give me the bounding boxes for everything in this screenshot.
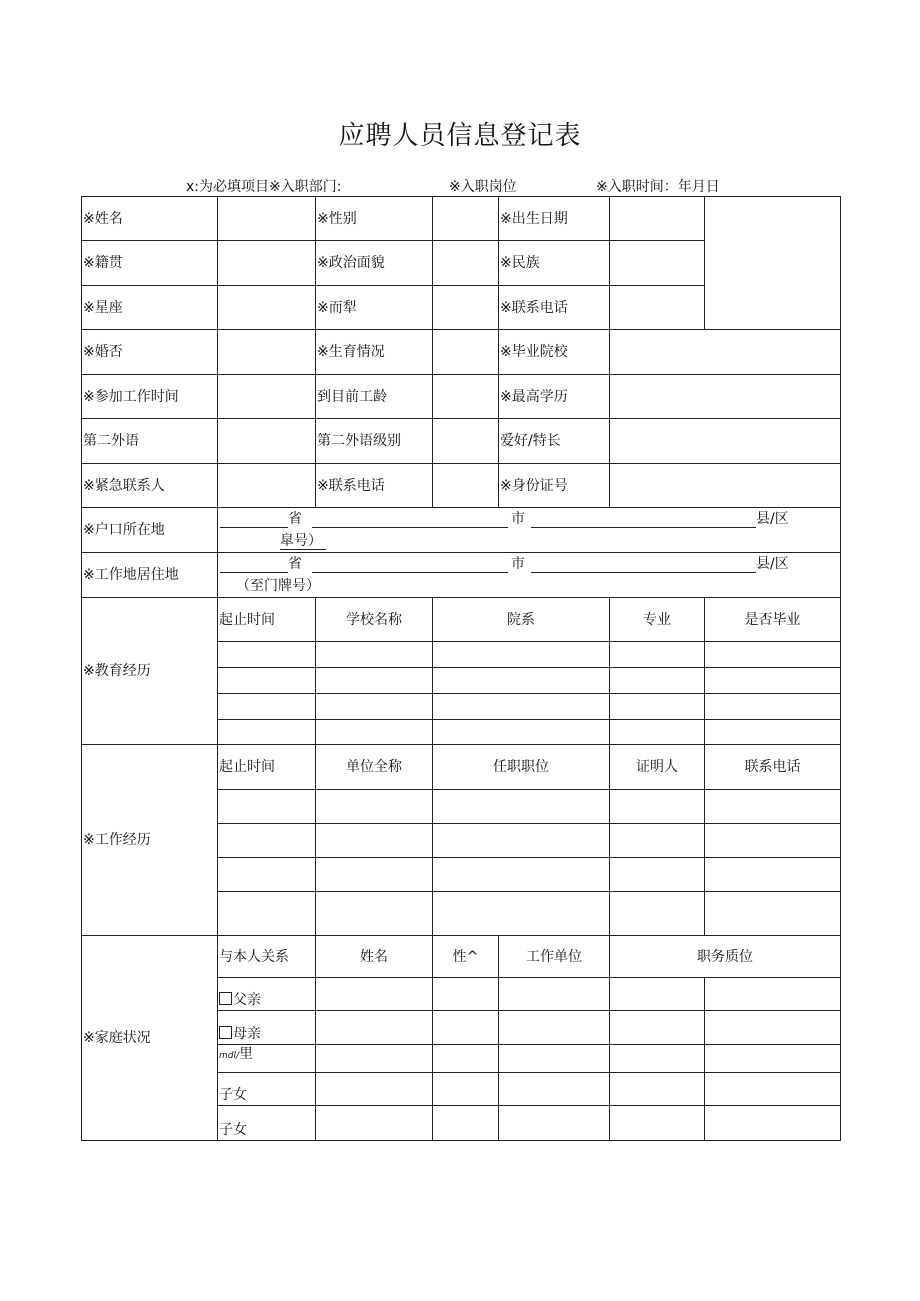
work-header-phone: 联系电话 [705,745,841,790]
family-cell[interactable] [610,1073,705,1106]
work-cell[interactable] [433,824,610,858]
native-place-label: ※籍贯 [82,241,218,286]
phone-label: ※联系电话 [499,286,610,330]
residence-city-label: 市 [511,556,525,572]
work-cell[interactable] [610,824,705,858]
seniority-label: 到目前工龄 [316,375,433,419]
edu-header-period: 起止时间 [218,598,316,642]
work-cell[interactable] [316,858,433,892]
edu-header-major: 专业 [610,598,705,642]
family-cell[interactable] [499,978,610,1011]
work-cell[interactable] [316,790,433,824]
degree-label: ※最高学历 [499,375,610,419]
work-start-label: ※参加工作时间 [82,375,218,419]
hukou-county-label: 县/区 [756,511,789,527]
second-language-label: 第二外语 [82,419,218,464]
birth-field[interactable] [610,197,705,241]
family-cell[interactable] [705,1073,841,1106]
mother-label: 母亲 [233,1026,261,1042]
family-cell[interactable] [433,1106,499,1141]
id-number-field[interactable] [610,464,841,508]
ethnicity-label: ※民族 [499,241,610,286]
family-cell[interactable] [316,978,433,1011]
edu-cell[interactable] [433,720,610,745]
edu-cell[interactable] [610,668,705,694]
family-label: ※家庭状况 [82,936,218,1141]
family-cell[interactable] [705,1106,841,1141]
education-label: ※教育经历 [82,598,218,745]
family-relation-child-2: 子女 [218,1106,316,1141]
name-label: ※姓名 [82,197,218,241]
edu-cell[interactable] [218,694,316,720]
native-place-field[interactable] [218,241,316,286]
work-cell[interactable] [705,858,841,892]
photo-box[interactable] [705,197,841,330]
phone-field[interactable] [610,286,705,330]
residence-county-label: 县/区 [756,556,789,572]
work-header-reference: 证明人 [610,745,705,790]
residence-address-field[interactable] [218,553,841,598]
language-level-field[interactable] [433,419,499,464]
edu-cell[interactable] [705,694,841,720]
residence-detail-label: （至门牌号） [236,578,320,594]
work-cell[interactable] [433,858,610,892]
family-cell[interactable] [610,1045,705,1073]
edu-cell[interactable] [316,720,433,745]
edu-cell[interactable] [705,720,841,745]
zodiac-field[interactable] [218,286,316,330]
hobby-field[interactable] [610,419,841,464]
family-cell[interactable] [433,1045,499,1073]
hukou-province-label: 省 [288,511,302,527]
hukou-address-field[interactable] [218,508,841,553]
hukou-detail-label: 皐号） [280,533,322,549]
edu-cell[interactable] [316,668,433,694]
father-label: 父亲 [233,992,261,1008]
edu-header-school: 学校名称 [316,598,433,642]
family-header-gender: 性^ [433,936,499,978]
work-cell[interactable] [705,892,841,936]
family-cell[interactable] [499,1045,610,1073]
family-cell[interactable] [316,1011,433,1045]
family-header-title: 职务质位 [610,936,841,978]
family-cell[interactable] [316,1073,433,1106]
form-title: 应聘人员信息登记表 [338,121,582,151]
family-cell[interactable] [610,1106,705,1141]
second-language-field[interactable] [218,419,316,464]
edu-cell[interactable] [218,642,316,668]
work-header-period: 起止时间 [218,745,316,790]
work-cell[interactable] [218,858,316,892]
family-cell[interactable] [433,978,499,1011]
spouse-label: 里 [239,1046,254,1062]
hukou-city-label: 市 [511,511,525,527]
edu-header-graduated: 是否毕业 [705,598,841,642]
children-label: ※生育情况 [316,330,433,375]
edu-cell[interactable] [705,642,841,668]
seniority-field[interactable] [433,375,499,419]
blood-type-field[interactable] [433,286,499,330]
work-cell[interactable] [218,892,316,936]
zodiac-label: ※星座 [82,286,218,330]
work-cell[interactable] [610,858,705,892]
required-note-department: x:为必填项目※入职部门: [186,179,342,195]
work-cell[interactable] [433,790,610,824]
family-cell[interactable] [499,1011,610,1045]
work-cell[interactable] [433,892,610,936]
work-experience-label: ※工作经历 [82,745,218,936]
school-label: ※毕业院校 [499,330,610,375]
family-cell[interactable] [499,1106,610,1141]
family-cell[interactable] [316,1045,433,1073]
ethnicity-field[interactable] [610,241,705,286]
work-cell[interactable] [316,892,433,936]
edu-header-department: 院系 [433,598,610,642]
children-field[interactable] [433,330,499,375]
work-header-position: 任职职位 [433,745,610,790]
emergency-phone-field[interactable] [433,464,499,508]
political-field[interactable] [433,241,499,286]
edu-cell[interactable] [610,642,705,668]
family-relation-father[interactable] [218,978,316,1011]
political-label: ※政治面貌 [316,241,433,286]
work-cell[interactable] [610,892,705,936]
family-header-name: 姓名 [316,936,433,978]
edu-cell[interactable] [316,642,433,668]
edu-cell[interactable] [610,694,705,720]
family-header-employer: 工作单位 [499,936,610,978]
work-cell[interactable] [218,824,316,858]
gender-label: ※性别 [316,197,433,241]
edu-cell[interactable] [218,668,316,694]
work-cell[interactable] [610,790,705,824]
emergency-phone-label: ※联系电话 [316,464,433,508]
edu-cell[interactable] [433,642,610,668]
edu-cell[interactable] [705,668,841,694]
degree-field[interactable] [610,375,841,419]
family-cell[interactable] [705,1011,841,1045]
spouse-prefix: mdl/ [219,1051,240,1061]
work-cell[interactable] [705,790,841,824]
residence-province-label: 省 [288,556,302,572]
family-relation-child-1: 子女 [218,1073,316,1106]
family-relation-spouse[interactable] [218,1045,316,1073]
marital-field[interactable] [218,330,316,375]
gender-field[interactable] [433,197,499,241]
entry-position-label: ※入职岗位 [449,179,517,195]
emergency-contact-label: ※紧急联系人 [82,464,218,508]
work-cell[interactable] [316,824,433,858]
family-cell[interactable] [610,978,705,1011]
family-header-relation: 与本人关系 [218,936,316,978]
marital-label: ※婚否 [82,330,218,375]
registration-table [81,196,841,1141]
hukou-label: ※户口所在地 [82,508,218,553]
edu-cell[interactable] [433,694,610,720]
family-cell[interactable] [705,978,841,1011]
id-number-label: ※身份证号 [499,464,610,508]
name-field[interactable] [218,197,316,241]
hobby-label: 爱好/特长 [499,419,610,464]
work-header-company: 单位全称 [316,745,433,790]
family-cell[interactable] [705,1045,841,1073]
work-cell[interactable] [218,790,316,824]
family-cell[interactable] [433,1011,499,1045]
family-cell[interactable] [316,1106,433,1141]
family-relation-mother[interactable] [218,1011,316,1045]
blood-type-label: ※而犁 [316,286,433,330]
language-level-label: 第二外语级别 [316,419,433,464]
emergency-contact-field[interactable] [218,464,316,508]
work-start-field[interactable] [218,375,316,419]
edu-cell[interactable] [218,720,316,745]
work-cell[interactable] [705,824,841,858]
edu-cell[interactable] [433,668,610,694]
school-field[interactable] [610,330,841,375]
family-cell[interactable] [499,1073,610,1106]
residence-label: ※工作地居住地 [82,553,218,598]
checkbox-icon[interactable] [219,992,232,1005]
edu-cell[interactable] [610,720,705,745]
family-cell[interactable] [610,1011,705,1045]
checkbox-icon[interactable] [219,1026,232,1039]
family-cell[interactable] [433,1073,499,1106]
entry-time-label: ※入职时间：年月日 [596,179,720,195]
birth-label: ※出生日期 [499,197,610,241]
edu-cell[interactable] [316,694,433,720]
